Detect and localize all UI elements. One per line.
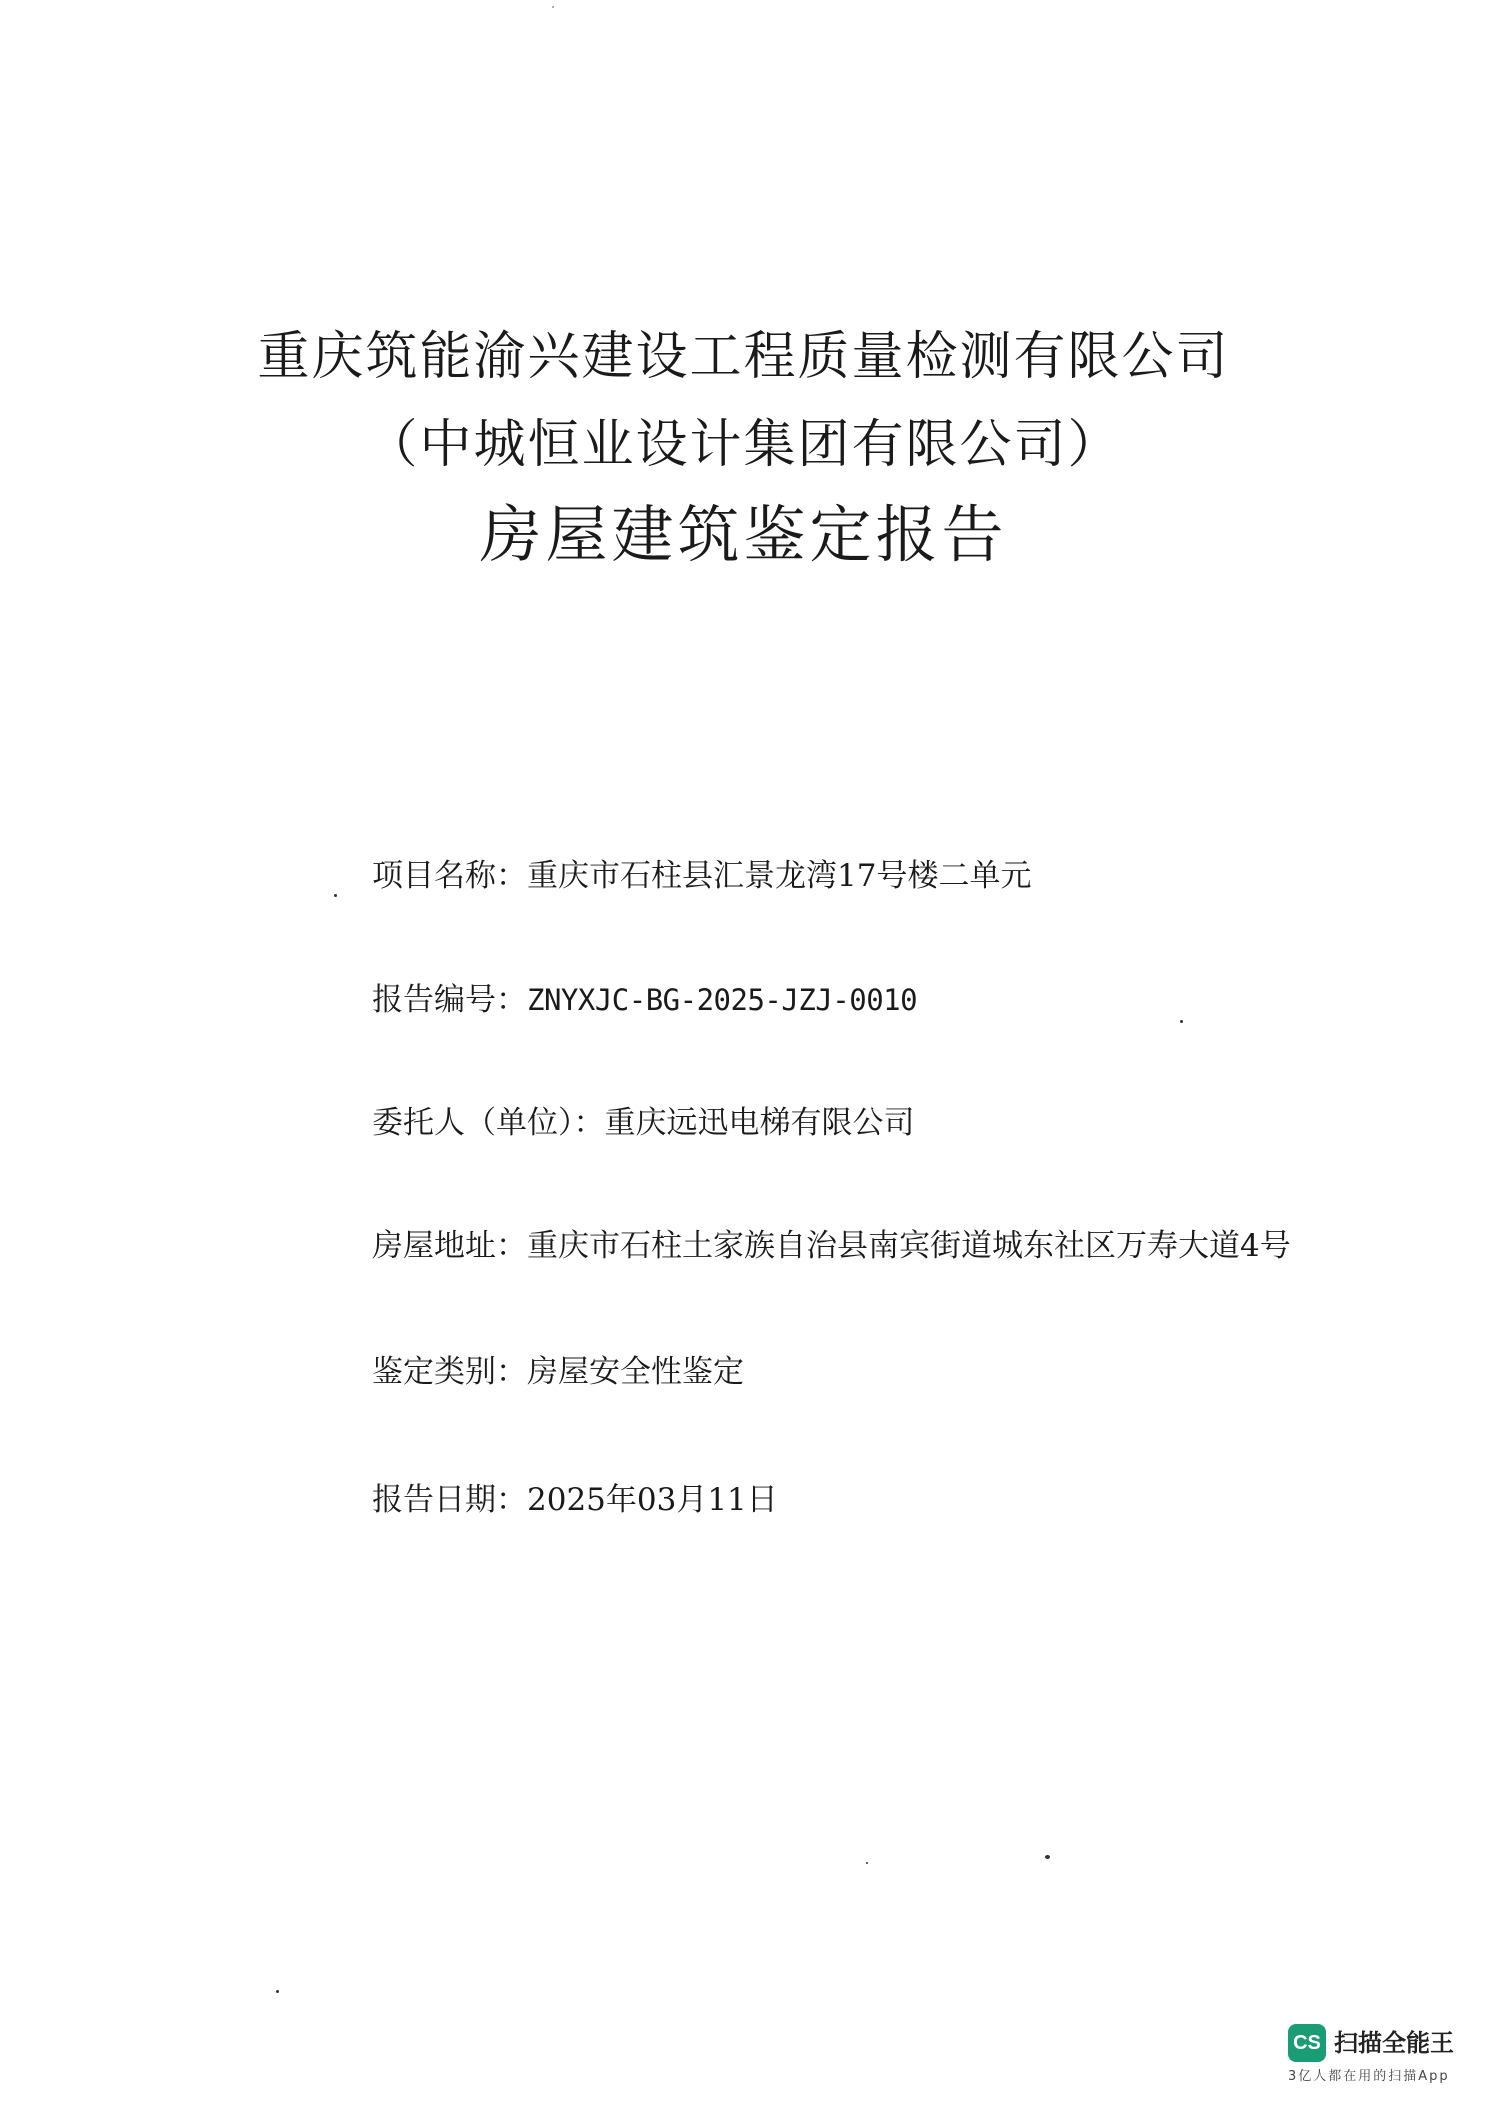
scanner-watermark — [1288, 2024, 1478, 2094]
scan-speck — [552, 6, 554, 8]
project-name-value: 重庆市石柱县汇景龙湾17号楼二单元 — [527, 858, 1032, 894]
scan-speck — [334, 894, 337, 897]
report-number-field — [372, 980, 917, 1020]
report-date-value: 2025年03月11日 — [527, 1482, 778, 1518]
client-label: 委托人（单位）： — [372, 1105, 605, 1141]
client-value: 重庆远迅电梯有限公司 — [604, 1105, 915, 1141]
scan-speck — [1045, 1855, 1050, 1859]
report-number-value: ZNYXJC-BG-2025-JZJ-0010 — [527, 983, 918, 1017]
former-company-name: （中城恒业设计集团有限公司） — [365, 415, 1122, 475]
report-date-field — [372, 1480, 778, 1520]
scan-speck — [1180, 1020, 1183, 1023]
scan-speck — [866, 1862, 868, 1864]
client-field — [372, 1103, 915, 1143]
address-label: 房屋地址： — [372, 1228, 527, 1264]
report-title: 房屋建筑鉴定报告 — [479, 498, 1008, 571]
watermark-brand: 扫描全能王 — [1334, 2029, 1454, 2057]
report-number-label: 报告编号： — [372, 982, 527, 1018]
address-field — [372, 1226, 1291, 1266]
company-name: 重庆筑能渝兴建设工程质量检测有限公司 — [257, 327, 1230, 387]
category-label: 鉴定类别： — [372, 1354, 527, 1390]
address-value: 重庆市石柱土家族自治县南宾街道城东社区万寿大道4号 — [527, 1228, 1291, 1264]
scan-speck — [276, 1990, 279, 1993]
camscanner-logo-icon: CS — [1288, 2024, 1326, 2062]
watermark-slogan: 3亿人都在用的扫描App — [1288, 2069, 1450, 2084]
project-name-field — [372, 856, 1031, 896]
project-name-label: 项目名称： — [372, 858, 527, 894]
category-field — [372, 1352, 744, 1392]
report-date-label: 报告日期： — [372, 1482, 527, 1518]
category-value: 房屋安全性鉴定 — [527, 1354, 744, 1390]
